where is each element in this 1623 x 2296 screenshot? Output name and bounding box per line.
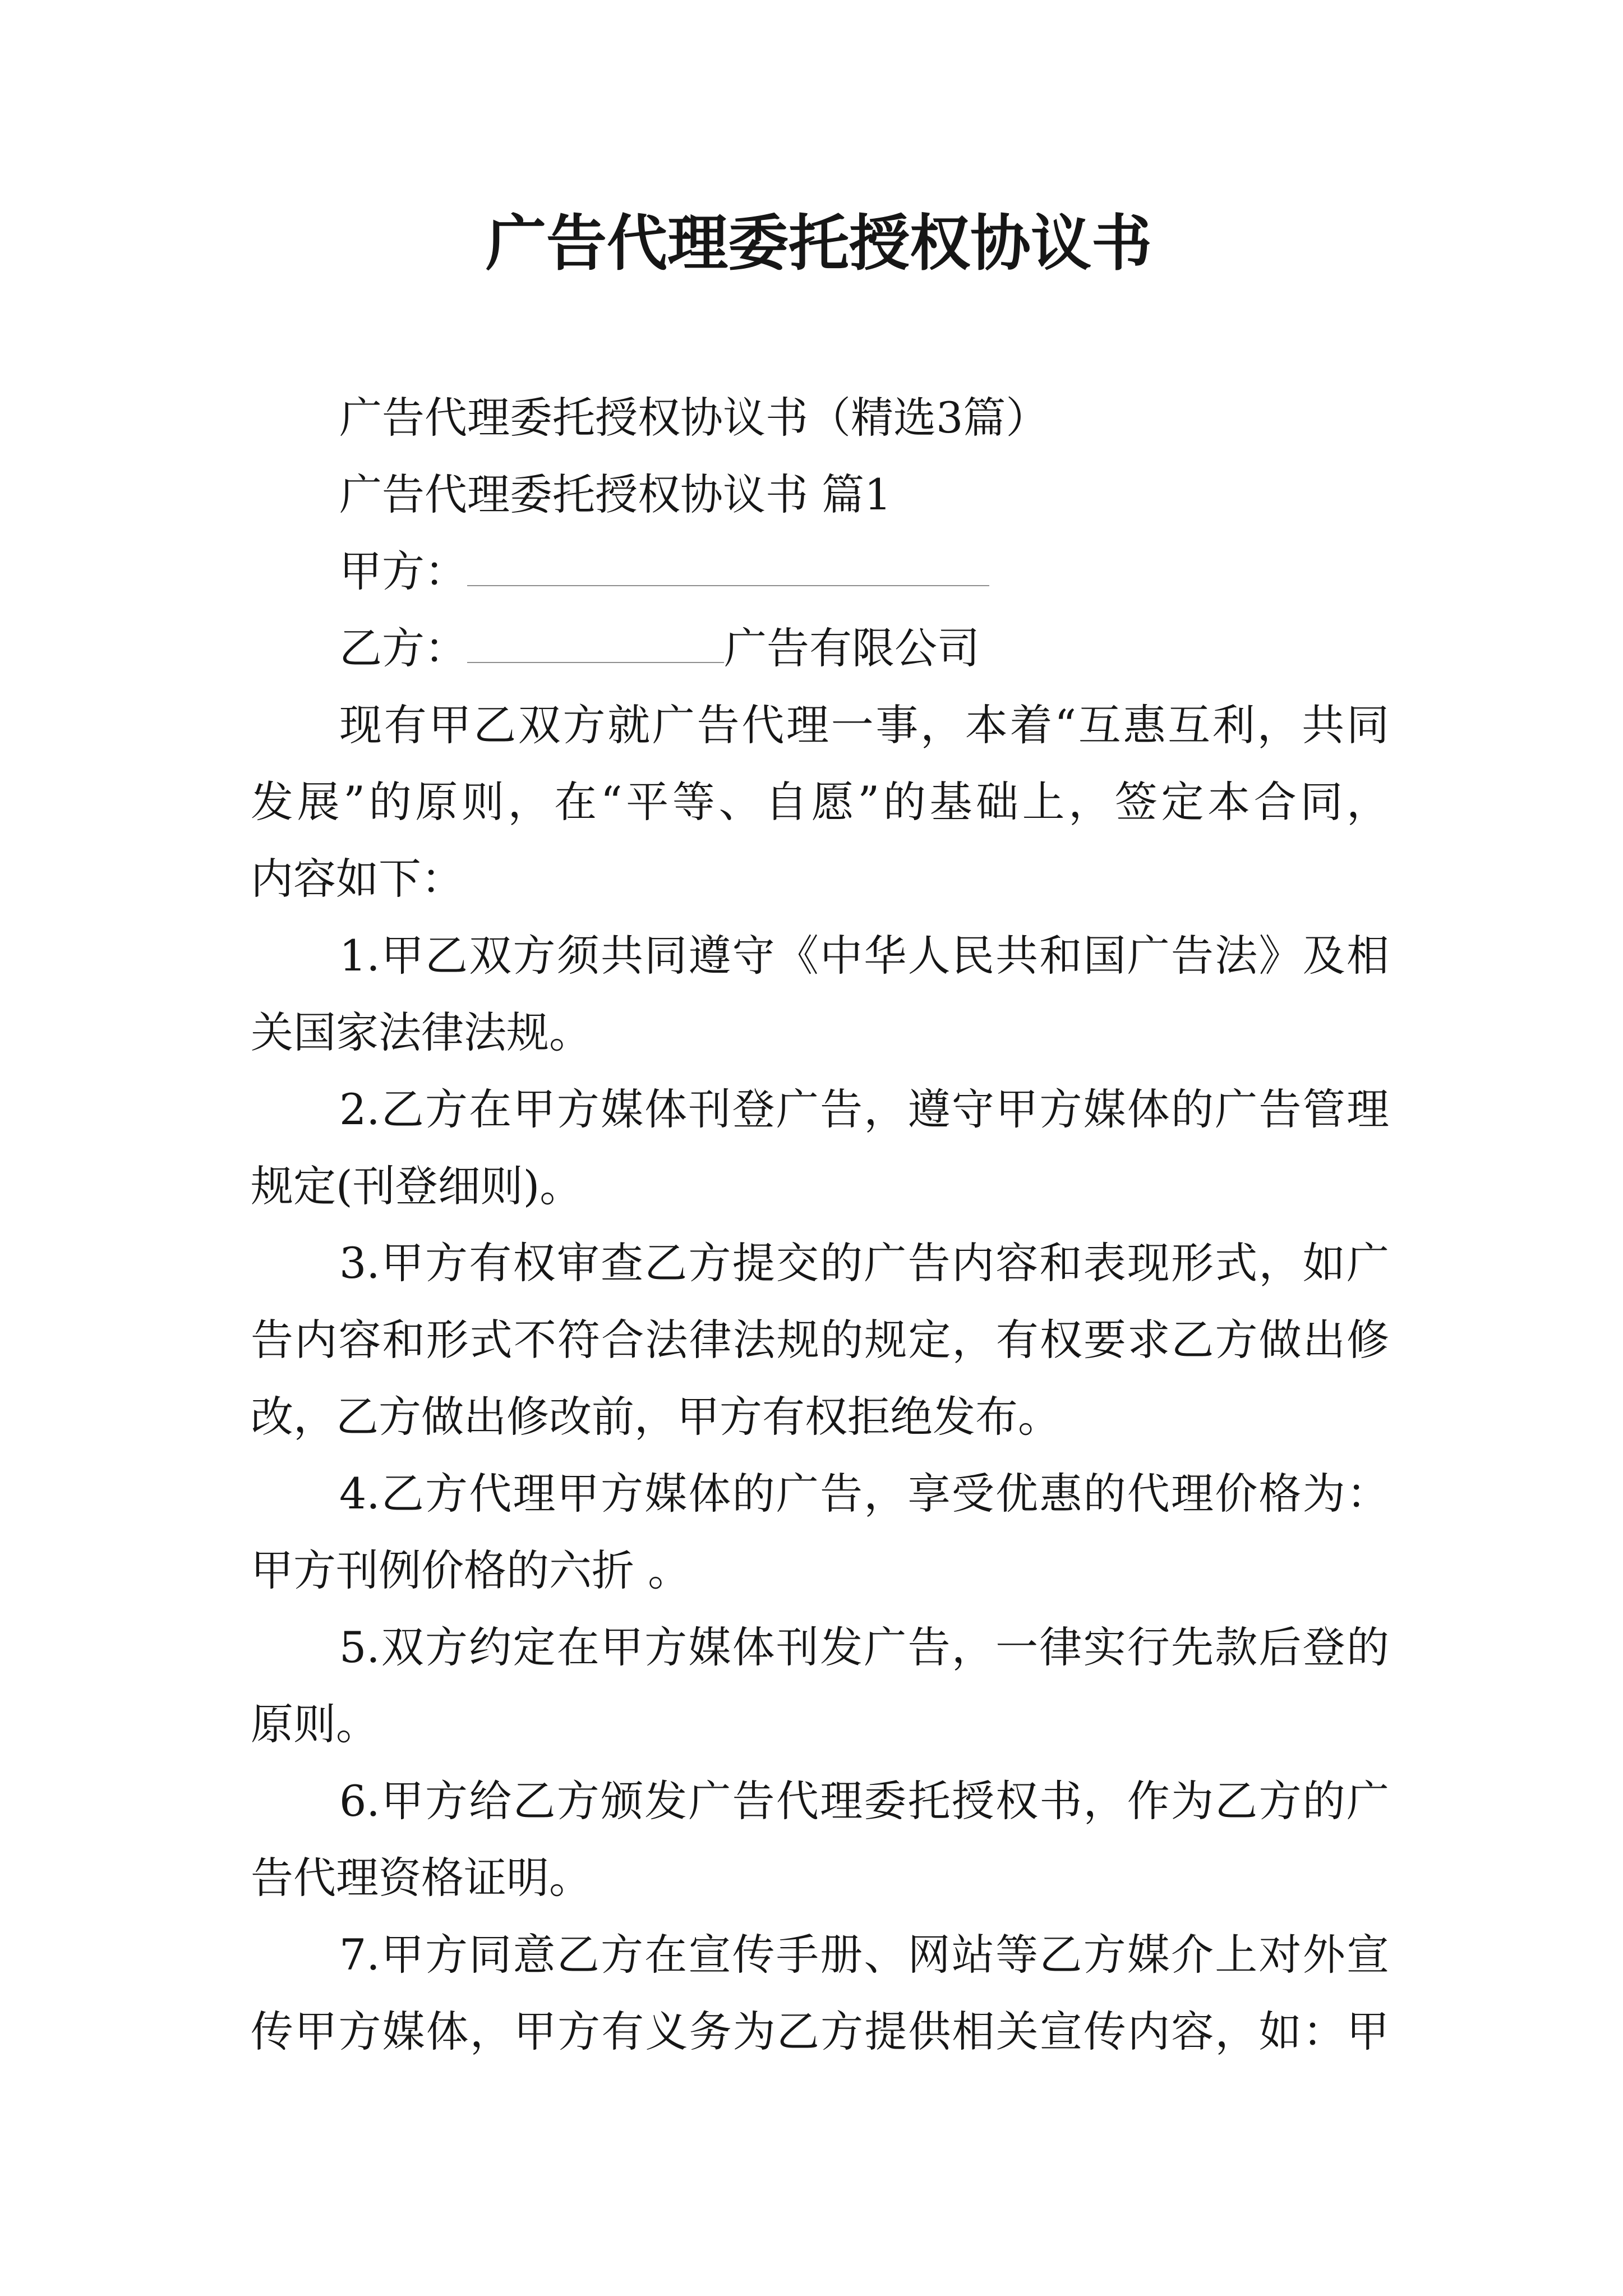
party-a-line bbox=[251, 533, 1389, 610]
clause-line: 甲方刊例价格的六折 。 bbox=[251, 1545, 691, 1595]
party-a-label: 甲方： bbox=[339, 546, 467, 596]
clause-line: 告代理资格证明。 bbox=[251, 1853, 592, 1903]
paragraph-line: 发展”的原则，在“平等、自愿”的基础上，签定本合同， bbox=[251, 777, 1389, 827]
clause-line: 规定(刊登细则)。 bbox=[251, 1161, 583, 1211]
clause-line: 改，乙方做出修改前，甲方有权拒绝发布。 bbox=[251, 1392, 1061, 1442]
clause-line: 7.甲方同意乙方在宣传手册、网站等乙方媒介上对外宣 bbox=[339, 1930, 1389, 1980]
document-subtitle: 广告代理委托授权协议书（精选3篇） bbox=[339, 393, 1049, 443]
clause-line: 1.甲乙双方须共同遵守《中华人民共和国广告法》及相 bbox=[339, 931, 1389, 981]
party-b-suffix: 广告有限公司 bbox=[724, 623, 980, 673]
paragraph-line: 内容如下： bbox=[251, 854, 464, 904]
paragraph-line: 现有甲乙双方就广告代理一事，本着“互惠互利，共同 bbox=[339, 700, 1389, 750]
clause-line: 告内容和形式不符合法律法规的规定，有权要求乙方做出修 bbox=[251, 1315, 1389, 1365]
section-heading: 广告代理委托授权协议书 篇1 bbox=[339, 470, 892, 519]
party-a-blank-line bbox=[467, 585, 989, 586]
clause-line: 4.乙方代理甲方媒体的广告，享受优惠的代理价格为： bbox=[339, 1469, 1389, 1519]
clause-line: 传甲方媒体，甲方有义务为乙方提供相关宣传内容，如：甲 bbox=[251, 2007, 1389, 2056]
document-body bbox=[251, 379, 1389, 2070]
clause-line: 2.乙方在甲方媒体刊登广告，遵守甲方媒体的广告管理 bbox=[339, 1084, 1389, 1134]
party-b-line bbox=[251, 610, 1389, 687]
clause-line: 5.双方约定在甲方媒体刊发广告，一律实行先款后登的 bbox=[339, 1622, 1389, 1672]
party-b-label: 乙方： bbox=[339, 623, 467, 673]
document-title: 广告代理委托授权协议书 bbox=[485, 208, 1152, 279]
clause-line: 3.甲方有权审查乙方提交的广告内容和表现形式，如广 bbox=[339, 1238, 1389, 1288]
clause-line: 原则。 bbox=[251, 1699, 379, 1749]
clause-line: 关国家法律法规。 bbox=[251, 1007, 592, 1057]
clause-line: 6.甲方给乙方颁发广告代理委托授权书，作为乙方的广 bbox=[339, 1776, 1389, 1826]
party-b-blank-line bbox=[467, 662, 724, 663]
